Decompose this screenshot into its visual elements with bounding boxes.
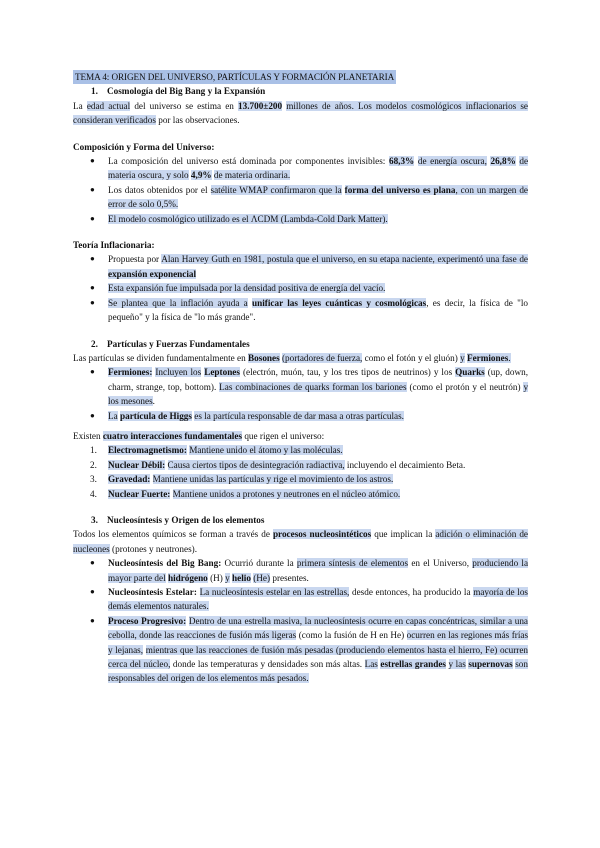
interactions-list: [73, 443, 528, 501]
bullet-icon: ●: [90, 156, 95, 166]
bullet-icon: ●: [90, 254, 95, 264]
list-item: ● La composición del universo está dominada por componentes invisibles: 68,3% de energía oscura, 26,8% de materia oscura, y solo 4,9% de materia ordinaria.: [90, 156, 529, 181]
list-item: ● La partícula de Higgs es la partícula responsable de dar masa a otras partículas.: [73, 409, 528, 423]
section-1-paragraph: La edad actual del universo se estima en 13.700±200 millones de años. Los modelos cosmológicos inflacionarios se consideran verificados por las observaciones.: [73, 100, 529, 126]
list-item: 4. Nuclear Fuerte: Mantiene unidos a protones y neutrones en el núcleo atómico.: [90, 488, 401, 499]
page-title: TEMA 4: ORIGEN DEL UNIVERSO, PARTÍCULAS Y FORMACIÓN PLANETARIA: [73, 70, 528, 84]
list-item: ● Propuesta por Alan Harvey Guth en 1981, postula que el universo, en su etapa naciente, experimentó una fase de expansión exponencial: [90, 254, 528, 279]
list-item: ● Se plantea que la inflación ayuda a unificar las leyes cuánticas y cosmológicas, es decir, la física de "lo pequeño" y la física de "lo más grande".: [90, 297, 529, 323]
bullet-icon: ●: [90, 410, 95, 420]
list-item: ● Esta expansión fue impulsada por la densidad positiva de energía del vacío.: [73, 281, 528, 295]
list-item: 3. Gravedad: Mantiene unidas las partículas y rige el movimiento de los astros.: [90, 474, 394, 485]
composition-heading: Composición y Forma del Universo:: [73, 141, 215, 152]
particles-list: [73, 365, 528, 423]
section-2-heading: 2. Partículas y Fuerzas Fundamentales: [91, 338, 250, 349]
bullet-icon: ●: [90, 213, 95, 223]
list-item: ● Los datos obtenidos por el satélite WMAP confirmaron que la forma del universo es plana, con un margen de error de solo 0,5%.: [90, 184, 529, 210]
section-1-heading: 1. Cosmología del Big Bang y la Expansión: [91, 86, 266, 97]
nucleosynthesis-list: [73, 556, 528, 686]
list-item: ● El modelo cosmológico utilizado es el ΛCDM (Lambda-Cold Dark Matter).: [73, 212, 528, 226]
inflation-heading: Teoría Inflacionaria:: [73, 240, 155, 251]
section-3-paragraph: Todos los elementos químicos se forman a través de procesos nucleosintéticos que implican la adición o eliminación de nucleones (protones y neutrones).: [73, 529, 529, 554]
section-2-paragraph: Las partículas se dividen fundamentalmente en Bosones (portadores de fuerza, como el fotón y el gluón) y Fermiones.: [73, 352, 511, 363]
list-item: 1. Electromagnetismo: Mantiene unido el átomo y las moléculas.: [90, 445, 343, 456]
list-item: 2. Nuclear Débil: Causa ciertos tipos de desintegración radiactiva, incluyendo el decaimiento Beta.: [90, 459, 466, 470]
bullet-icon: ●: [90, 615, 95, 625]
bullet-icon: ●: [90, 283, 95, 293]
bullet-icon: ●: [90, 558, 95, 568]
list-item: ● Nucleosíntesis Estelar: La nucleosíntesis estelar en las estrellas, desde entonces, ha producido la mayoría de los demás elementos naturales.: [90, 587, 528, 612]
inflation-list: [73, 252, 528, 324]
composition-list: [73, 154, 528, 226]
bullet-icon: ●: [90, 587, 95, 596]
list-item: ● Proceso Progresivo: Dentro de una estrella masiva, la nucleosíntesis ocurre en capas concéntricas, similar a una cebolla, donde las reacciones de fusión más ligeras (como la fusión de H en He) ocurren en las regiones más frías y lejanas, mientras que las reacciones de fusión más pesadas (produciendo elementos hasta el hierro, Fe) ocurren cerca del núcleo, donde las temperaturas y densidades son más altas. Las estrellas grandes y las supernovas son responsables del origen de los elementos más pesados.: [90, 615, 529, 684]
bullet-icon: ●: [90, 184, 95, 194]
list-item: ● Fermiones: Incluyen los Leptones (electrón, muón, tau, y los tres tipos de neutrinos) y los Quarks (up, down, charm, strange, top, bottom). Las combinaciones de quarks forman los bariones (como el protón y el neutrón) y los mesones.: [90, 367, 529, 407]
bullet-icon: ●: [90, 297, 95, 307]
bullet-icon: ●: [90, 367, 95, 377]
list-item: ● Nucleosíntesis del Big Bang: Ocurrió durante la primera síntesis de elementos en el Universo, produciendo la mayor parte del hidrógeno (H) y helio (He) presentes.: [90, 558, 529, 583]
interactions-intro: Existen cuatro interacciones fundamentales que rigen el universo:: [73, 430, 325, 441]
section-3-heading: 3. Nucleosíntesis y Origen de los elementos: [91, 514, 265, 525]
document-body: [73, 70, 528, 686]
